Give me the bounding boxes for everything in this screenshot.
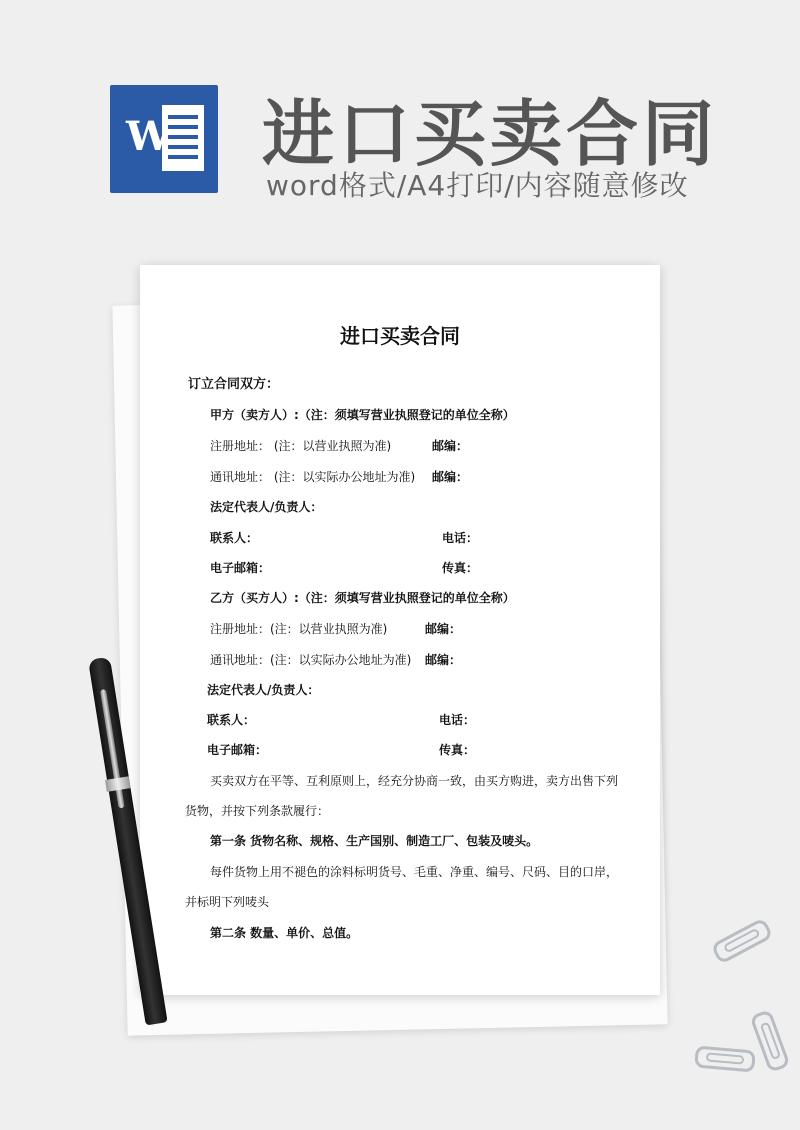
party-b-email: 电子邮箱： [207, 743, 268, 757]
icon-line [168, 145, 198, 149]
icon-line [168, 125, 198, 129]
party-a-mail-address: 通讯地址： (注：以实际办公地址为准) [210, 470, 416, 484]
party-a-line [210, 406, 515, 423]
party-b-mail-address: 通讯地址：(注：以实际办公地址为准) [210, 653, 412, 667]
party-b-postcode-2: 邮编： [425, 653, 462, 667]
party-a-email: 电子邮箱： [210, 561, 271, 575]
hero-title: 进口买卖合同 [262, 92, 719, 176]
party-a-postcode-2: 邮编： [432, 470, 469, 484]
parties-heading: 订立合同双方： [188, 377, 280, 392]
paperclip-icon [749, 1009, 790, 1073]
body-paragraph-1-cont: 货物，并按下列条款履行： [185, 804, 330, 818]
party-a-postcode-1: 邮编： [432, 439, 469, 453]
party-a-contact: 联系人： [210, 531, 259, 545]
document-title: 进口买卖合同 [340, 324, 460, 348]
body-paragraph-2-cont: 并标明下列唛头 [185, 895, 270, 909]
article-2-heading: 第二条 数量、单价、总值。 [210, 926, 359, 940]
party-a-representative: 法定代表人/负责人： [210, 500, 323, 514]
party-b-line [210, 589, 515, 606]
party-a-text: 甲方（卖方人）:（注：须填写营业执照登记的单位全称） [210, 408, 515, 422]
party-b-representative: 法定代表人/负责人： [207, 683, 320, 697]
party-b-phone: 电话： [439, 713, 476, 727]
article-1-heading: 第一条 货物名称、规格、生产国别、制造工厂、包装及唛头。 [210, 834, 539, 848]
party-a-phone: 电话： [442, 531, 479, 545]
party-b-text: 乙方（买方人）:（注：须填写营业执照登记的单位全称） [210, 591, 515, 605]
party-b-contact: 联系人： [207, 713, 256, 727]
body-paragraph-1: 买卖双方在平等、互利原则上，经充分协商一致，由买方购进，卖方出售下列 [210, 774, 619, 788]
party-a-reg-address: 注册地址： (注：以营业执照为准) [210, 439, 392, 453]
document-page [140, 265, 660, 995]
party-b-reg-address: 注册地址：(注：以营业执照为准) [210, 622, 388, 636]
word-letter: W [126, 113, 171, 160]
hero-subtitle: word格式/A4打印/内容随意修改 [266, 169, 689, 202]
icon-line [168, 135, 198, 139]
icon-line [168, 115, 198, 119]
paperclip-icon [694, 1045, 756, 1072]
word-app-icon [110, 85, 218, 193]
paperclip-icon [710, 917, 773, 965]
party-b-fax: 传真： [439, 743, 476, 757]
icon-line [168, 155, 198, 159]
party-a-fax: 传真： [442, 561, 479, 575]
body-paragraph-2: 每件货物上用不褪色的涂料标明货号、毛重、净重、编号、尺码、目的口岸， [210, 865, 619, 879]
party-b-postcode-1: 邮编： [425, 622, 462, 636]
